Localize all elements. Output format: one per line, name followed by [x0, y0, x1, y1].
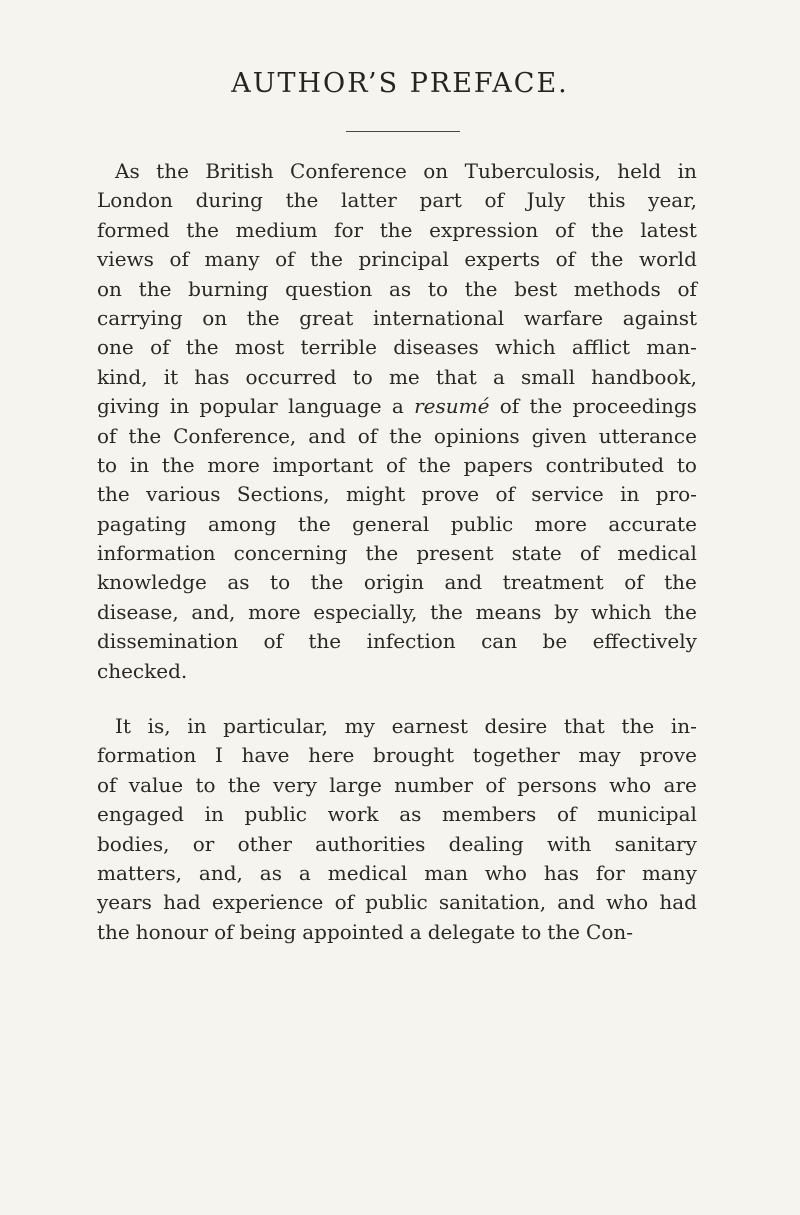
text-line: It is, in particular, my earnest desire that the in-	[115, 714, 697, 738]
text-line: As the British Conference on Tuberculosis, held in	[115, 159, 697, 183]
title-rule	[346, 131, 460, 132]
text-line: one of the most terrible diseases which afflict man-	[97, 335, 697, 360]
text-line: the various Sections, might prove of service in pro-	[97, 482, 697, 507]
text-line: on the burning question as to the best methods of	[97, 276, 697, 301]
page-title: AUTHOR’S PREFACE.	[231, 68, 569, 99]
text-line: knowledge as to the origin and treatment of the	[97, 570, 697, 595]
paragraph-2	[97, 712, 697, 947]
text-line: the honour of being appointed a delegate to the Con-	[97, 919, 634, 944]
text-line: of the Conference, and of the opinions given utterance	[97, 423, 697, 448]
text-line: to in the more important of the papers contributed to	[97, 452, 697, 477]
text-line: dissemination of the infection can be effectively	[97, 629, 697, 654]
text-line: matters, and, as a medical man who has for many	[97, 860, 697, 885]
text-line: pagating among the general public more accurate	[97, 511, 697, 536]
text-line: carrying on the great international warfare against	[97, 305, 697, 330]
text-line: disease, and, more especially, the means by which the	[97, 599, 697, 624]
text-line: years had experience of public sanitation, and who had	[97, 890, 697, 915]
text-line: giving in popular language a resumé of the proceedings	[97, 394, 697, 419]
text-line: engaged in public work as members of municipal	[97, 802, 697, 827]
text-line: kind, it has occurred to me that a small handbook,	[97, 364, 697, 389]
text-line: bodies, or other authorities dealing with sanitary	[97, 831, 697, 856]
text-line: London during the latter part of July this year,	[97, 188, 697, 213]
text-line: checked.	[97, 658, 188, 683]
text-line: views of many of the principal experts of the world	[97, 247, 697, 272]
text-line: formation I have here brought together may prove	[97, 743, 697, 768]
text-line: of value to the very large number of persons who are	[97, 772, 697, 797]
text-line: information concerning the present state of medical	[97, 541, 697, 566]
text-line: formed the medium for the expression of the latest	[97, 217, 697, 242]
paragraph-1	[97, 157, 697, 686]
